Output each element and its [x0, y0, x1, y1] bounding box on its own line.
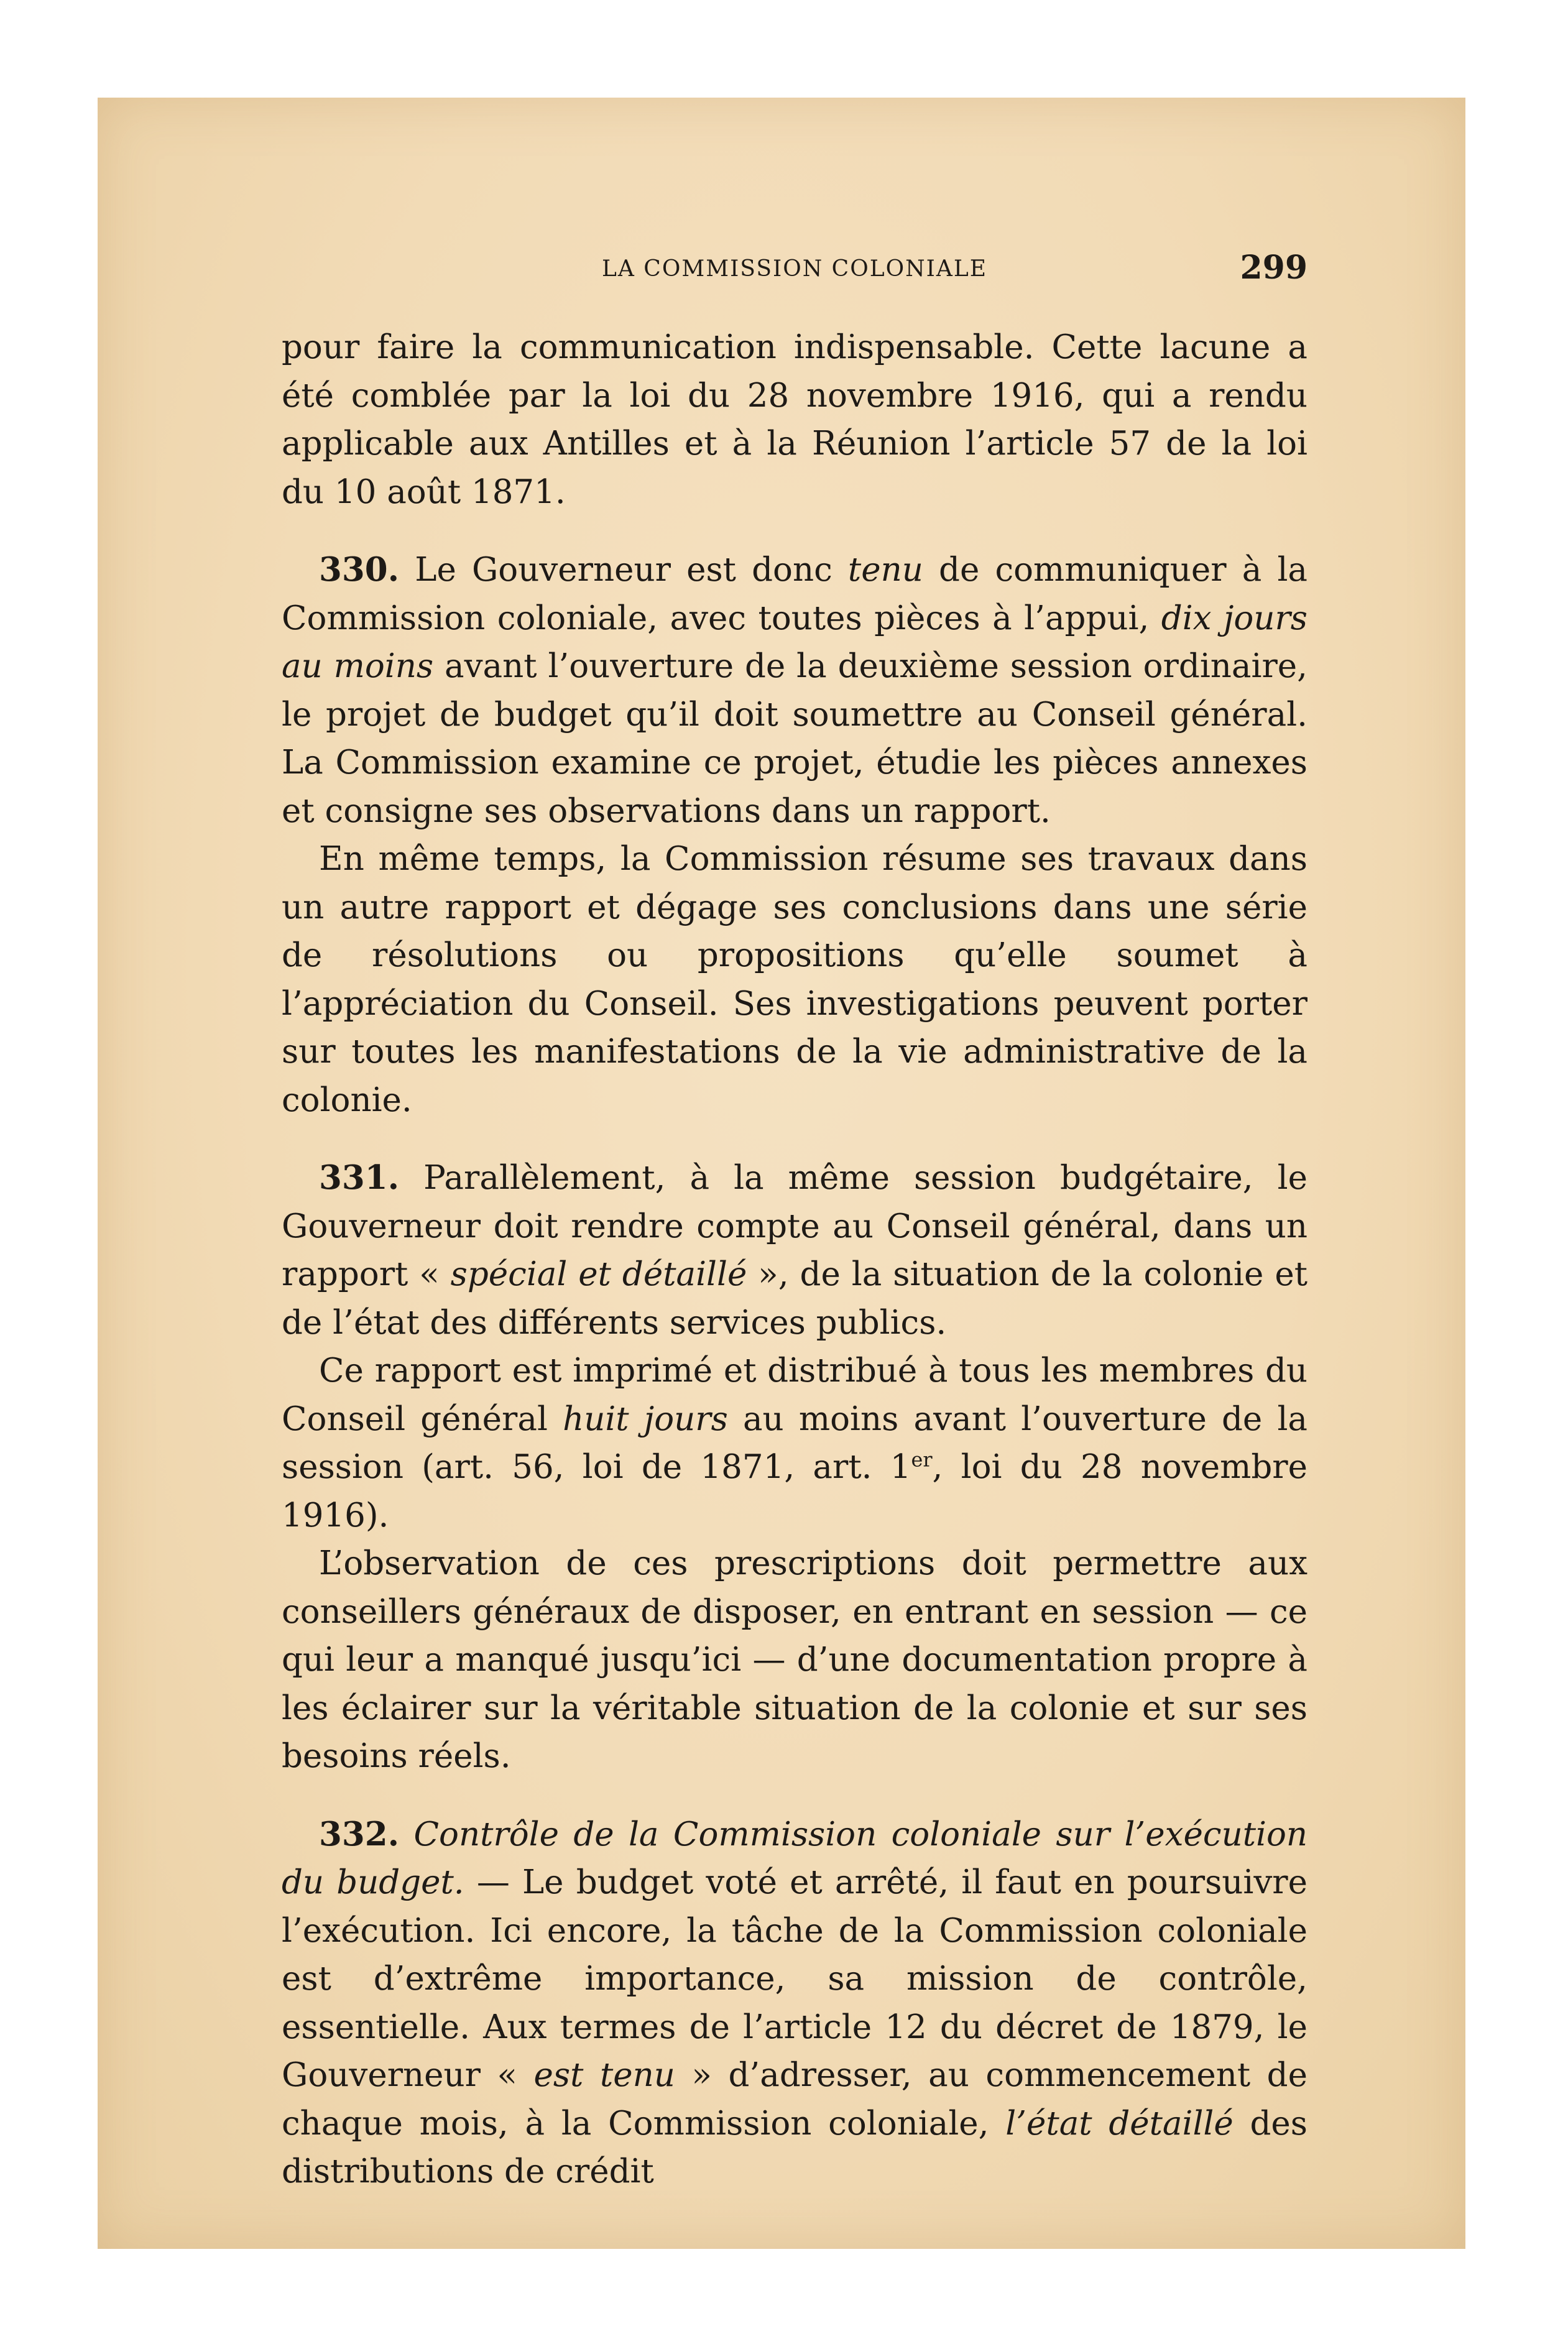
body-text	[282, 323, 1307, 2196]
italic-run: l’état détaillé	[1005, 2104, 1234, 2143]
text-run: Parallèlement, à la même session budgétaire, le Gouverneur doit rendre compte au Conseil général, dans un rapport «	[282, 1159, 1307, 1293]
text-run: Ce rapport est imprimé et distribué à tous les membres du Conseil général	[282, 1352, 1307, 1438]
italic-run: dix jours au moins	[282, 599, 1307, 685]
paragraph	[282, 835, 1307, 1124]
text-run: En même temps, la Commission résume ses travaux dans un autre rapport et dégage ses conclusions dans une série de résolutions ou propositions qu’elle soumet à l’appréciation du Conseil. Ses investigations peuvent porter sur toutes les manifestations de la vie administrative de la colonie.	[282, 840, 1307, 1119]
section-number: 330.	[319, 550, 400, 589]
page-text-block	[282, 249, 1307, 2196]
text-run: , loi du 28 novembre 1916).	[282, 1448, 1307, 1534]
text-run: L’observation de ces prescriptions doit permettre aux conseillers généraux de disposer, en entrant en session — ce qui leur a manqué jusqu’ici — d’une documentation propre à les éclairer sur la véritable situation de la colonie et sur ses besoins réels.	[282, 1544, 1307, 1775]
page-number: 299	[1240, 249, 1307, 287]
paragraph	[282, 1539, 1307, 1781]
italic-run: spécial et détaillé	[450, 1255, 747, 1293]
italic-run: tenu	[847, 551, 923, 589]
paragraph-330	[282, 546, 1307, 835]
italic-run: est tenu	[533, 2056, 675, 2094]
text-run: avant l’ouverture de la deuxième session ordinaire, le projet de budget qu’il doit soumettre au Conseil général. La Commission examine ce projet, étudie les pièces annexes et consigne ses observations dans un rapport.	[282, 647, 1307, 830]
paragraph	[282, 1347, 1307, 1539]
text-run: », de la situation de la colonie et de l’état des différents services publics.	[282, 1255, 1307, 1342]
running-head	[282, 249, 1307, 286]
text-run: — Le budget voté et arrêté, il faut en poursuivre l’exécution. Ici encore, la tâche de la Commission coloniale est d’extrême importance, sa mission de contrôle, essentielle. Aux termes de l’article 12 du décret de 1879, le Gouverneur «	[282, 1863, 1307, 2094]
text-run: pour faire la communication indispensable. Cette lacune a été comblée par la loi du 28 novembre 1916, qui a rendu applicable aux Antilles et à la Réunion l’article 57 de la loi du 10 août 1871.	[282, 328, 1307, 511]
running-title: LA COMMISSION COLONIALE	[601, 256, 988, 282]
text-run: des distributions de crédit	[282, 2104, 1307, 2190]
section-heading: Contrôle de la Commission coloniale sur l’exécution du budget.	[282, 1815, 1307, 1901]
text-run: Le Gouverneur est donc	[399, 551, 848, 589]
section-number: 331.	[319, 1158, 400, 1197]
italic-run: huit jours	[563, 1400, 728, 1438]
text-run	[399, 1816, 413, 1853]
superscript-run: er	[911, 1448, 933, 1472]
paragraph-332	[282, 1811, 1307, 2196]
section-number: 332.	[319, 1814, 400, 1853]
paragraph-331	[282, 1154, 1307, 1347]
text-run: au moins avant l’ouverture de la session (art. 56, loi de 1871, art. 1	[282, 1400, 1308, 1486]
text-run: » d’adresser, au commencement de chaque mois, à la Commission coloniale,	[282, 2056, 1307, 2143]
text-run: de communiquer à la Commission coloniale, avec toutes pièces à l’appui,	[282, 551, 1307, 637]
paragraph	[282, 323, 1307, 516]
